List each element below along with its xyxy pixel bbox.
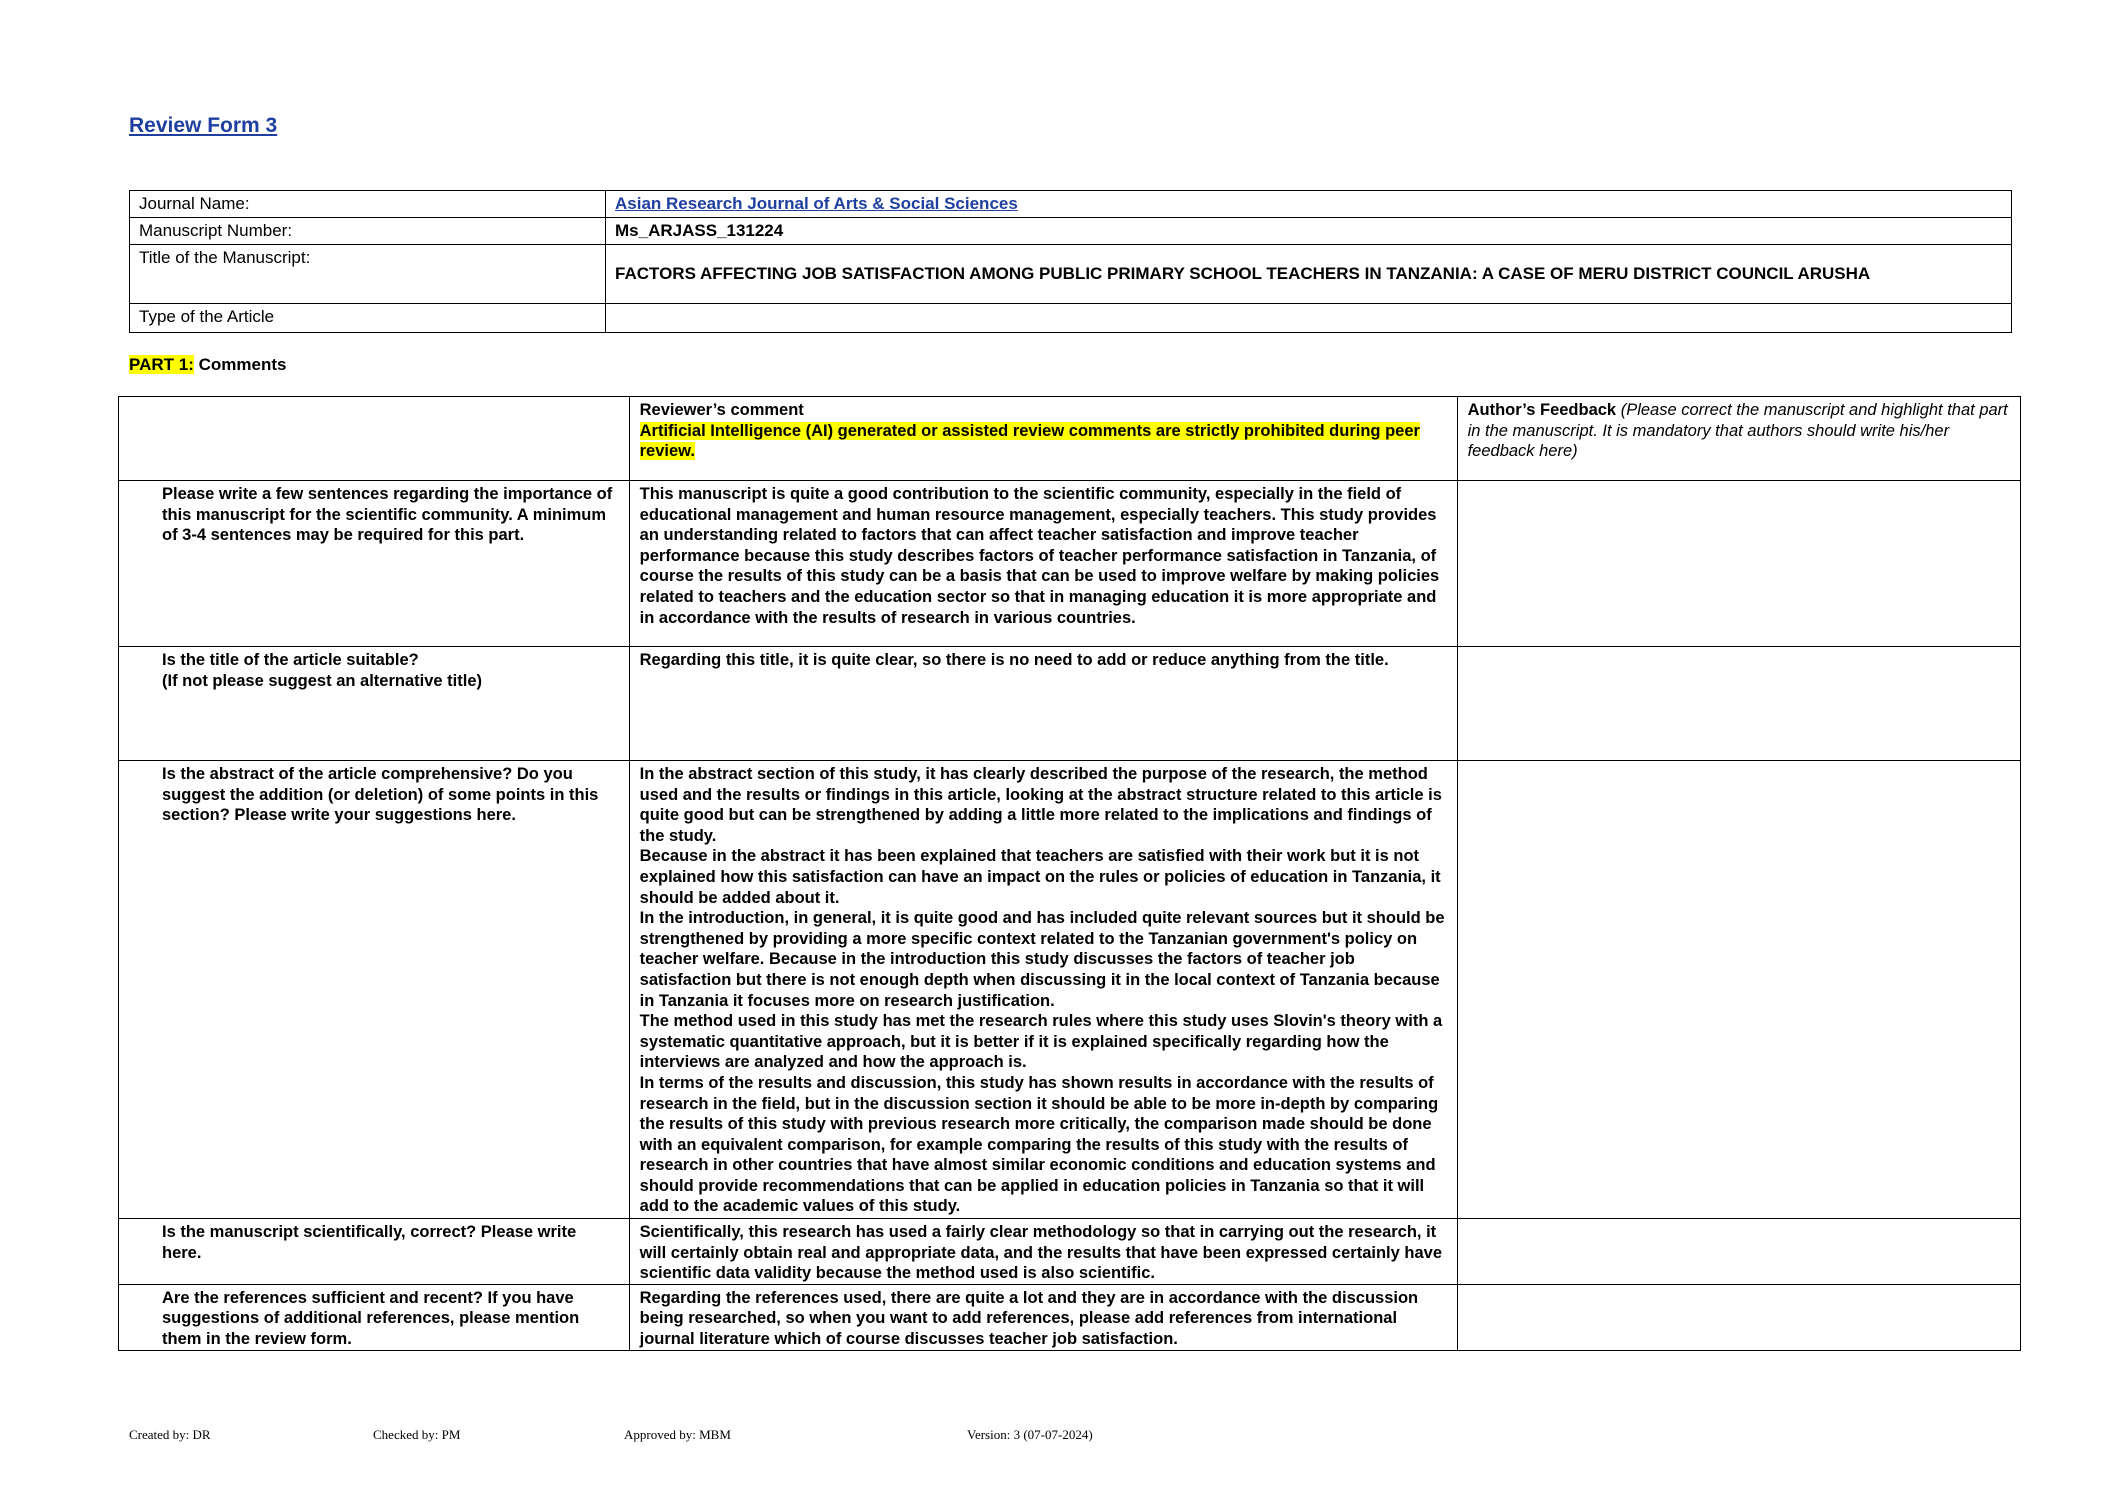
reviewer-header-cell [629,397,1457,481]
comment-references: Regarding the references used, there are quite a lot and they are in accordance with the discussion being researched, so when you want to add references, please add references from international journal literature which of course discusses teacher job satisfaction. [629,1284,1457,1350]
comment-row-references [119,1284,2021,1350]
comment-abstract-p5: In terms of the results and discussion, this study has shown results in accordance with the results of research in the field, but in the discussion section it should be able to be more in-depth by comparing the results of this study with previous research more critically, the comparison made should be done with an equivalent comparison, for example comparing the results of this study with the results of research in other countries that have almost similar economic conditions and education systems and should provide recommendations that can be applied in education policies in Tanzania so that it will add to the academic values of this study. [639,1073,1439,1216]
comment-importance: This manuscript is quite a good contribution to the scientific community, especially in the field of educational management and human resource management, especially teachers. This study provides an understanding related to factors that can affect teacher satisfaction and improve teacher performance because this study describes factors of teacher performance satisfaction in Tanzania, of course the results of this study can be a basis that can be used to improve welfare by making policies related to teachers and the education sector so that in managing education it is more appropriate and in accordance with the results of research in various countries. [629,481,1457,647]
author-feedback-title: Author’s Feedback [1467,401,1617,419]
manuscript-number-label: Manuscript Number: [130,218,606,245]
comment-abstract-p3: In the introduction, in general, it is quite good and has included quite relevant sources but it should be strengthened by providing a more specific context related to the Tanzanian government's policy on teacher welfare. Because in the introduction this study discusses the factors of teacher job satisfaction but there is not enough depth when discussing it in the local context of Tanzania because in Tanzania it focuses more on research justification. [639,909,1445,1010]
article-type-label: Type of the Article [130,304,606,333]
question-importance: Please write a few sentences regarding the importance of this manuscript for the scientific community. A minimum of 3-4 sentences may be required for this part. [119,481,630,647]
manuscript-title-row [130,245,2012,304]
journal-link[interactable]: Asian Research Journal of Arts & Social Sciences [615,194,1018,213]
journal-label: Journal Name: [130,191,606,218]
feedback-importance[interactable] [1457,481,2020,647]
article-type-row [130,304,2012,333]
comment-row-title [119,647,2021,761]
manuscript-number-value: Ms_ARJASS_131224 [606,218,2012,245]
question-abstract: Is the abstract of the article comprehensive? Do you suggest the addition (or deletion) of some points in this section? Please write your suggestions here. [119,761,630,1219]
header-empty-cell [119,397,630,481]
feedback-abstract[interactable] [1457,761,2020,1219]
footer-version: Version: 3 (07-07-2024) [967,1427,1093,1442]
comments-table [118,396,2021,1351]
comment-scientific: Scientifically, this research has used a fairly clear methodology so that in carrying out the research, it will certainly obtain real and appropriate data, and the results that have been expressed certainly have scientific data validity because the method used is also scientific. [629,1219,1457,1285]
question-scientific: Is the manuscript scientifically, correct? Please write here. [119,1219,630,1285]
question-title-note: (If not please suggest an alternative title) [162,671,482,690]
comments-header-row [119,397,2021,481]
manuscript-info-table [129,190,2012,333]
footer-checked: Checked by: PM [373,1427,461,1442]
feedback-references[interactable] [1457,1284,2020,1350]
feedback-scientific[interactable] [1457,1219,2020,1285]
comment-row-importance [119,481,2021,647]
page-title: Review Form 3 [129,114,278,137]
part-label: PART 1: [129,355,194,374]
reviewer-comment-title: Reviewer’s comment [639,401,804,419]
footer-created: Created by: DR [129,1427,211,1442]
question-references: Are the references sufficient and recent? If you have suggestions of additional references, please mention them in the review form. [119,1284,630,1350]
comment-abstract-p2: Because in the abstract it has been explained that teachers are satisfied with their work but it is not explained how this satisfaction can have an impact on the rules or policies of education in Tanzania, it should be added about it. [639,847,1441,907]
comment-abstract-cell [629,761,1457,1219]
question-title-cell [119,647,630,761]
manuscript-number-row [130,218,2012,245]
author-feedback-header-cell [1457,397,2020,481]
comment-row-abstract [119,761,2021,1219]
part-heading [129,355,286,375]
journal-row [130,191,2012,218]
manuscript-title-value: FACTORS AFFECTING JOB SATISFACTION AMONG PUBLIC PRIMARY SCHOOL TEACHERS IN TANZANIA: A CASE OF MERU DISTRICT COUNCIL ARUSHA [606,245,2012,304]
feedback-title[interactable] [1457,647,2020,761]
comment-row-scientific [119,1219,2021,1285]
manuscript-title-label: Title of the Manuscript: [130,245,606,304]
ai-warning: Artificial Intelligence (AI) generated or assisted review comments are strictly prohibited during peer review. [639,421,1420,461]
author-feedback-note: (Please correct the manuscript and highlight that part in the manuscript. It is mandatory that authors should write his/her feedback here) [1467,401,2008,461]
question-title: Is the title of the article suitable? [162,651,419,669]
footer-approved: Approved by: MBM [624,1427,731,1442]
comment-abstract-p1: In the abstract section of this study, it has clearly described the purpose of the research, the method used and the results or findings in this article, looking at the abstract structure related to this article is quite good but can be strengthened by adding a little more related to the implications and findings of the study. [639,765,1442,845]
comment-abstract-p4: The method used in this study has met the research rules where this study uses Slovin's theory with a systematic quantitative approach, but it is better if it is explained specifically regarding how the interviews are analyzed and how the approach is. [639,1012,1443,1072]
comment-title: Regarding this title, it is quite clear, so there is no need to add or reduce anything from the title. [629,647,1457,761]
part-title: Comments [198,355,287,374]
article-type-value [606,304,2012,333]
